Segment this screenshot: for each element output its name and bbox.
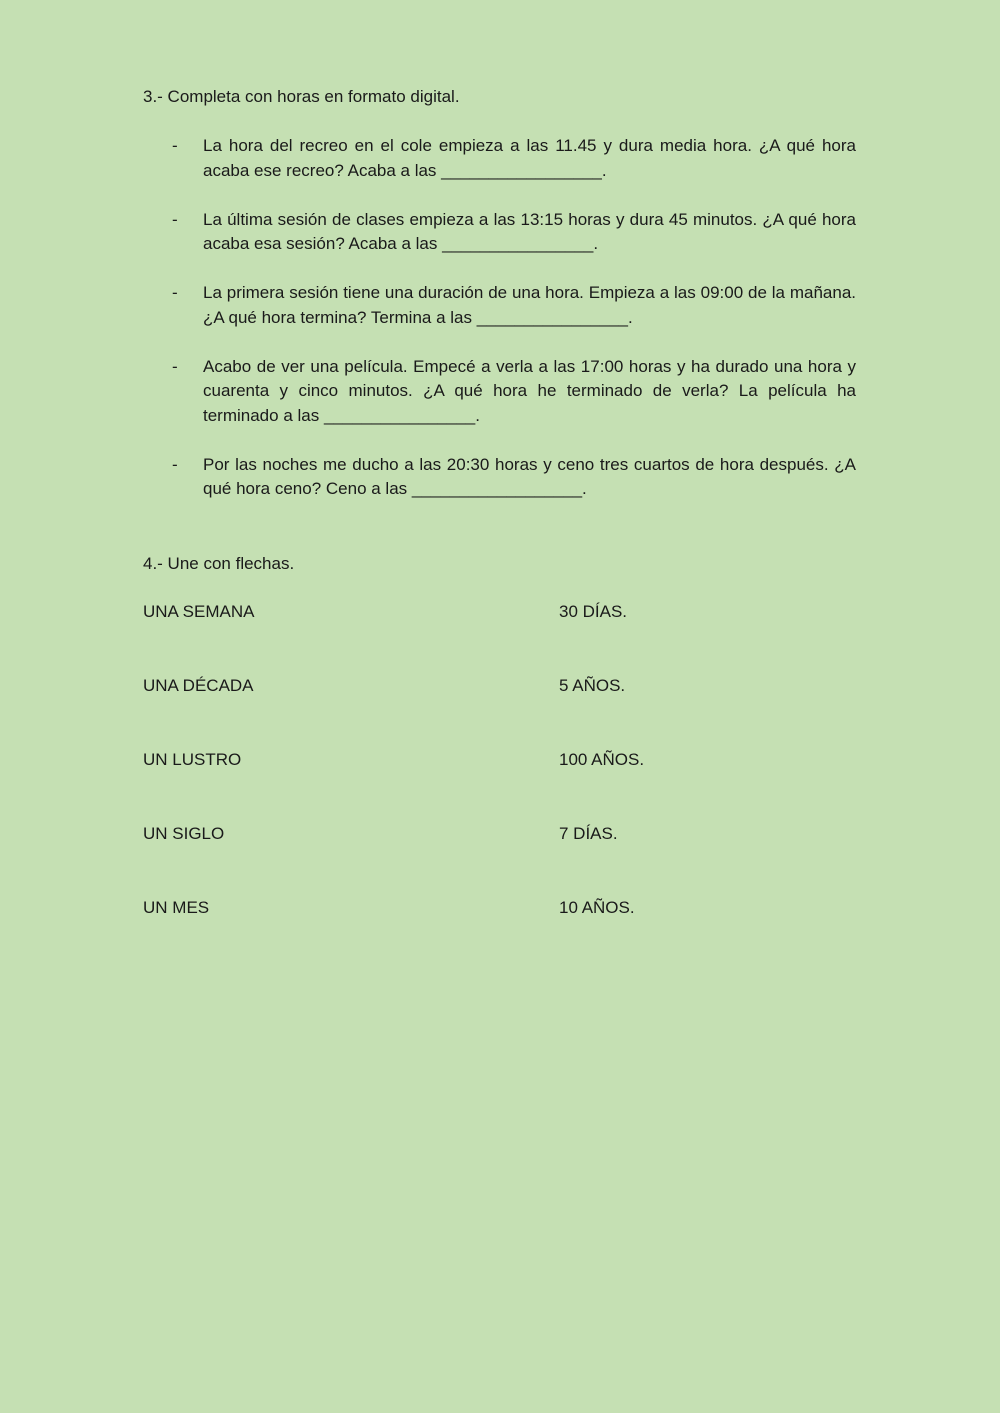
- question-bullet: -: [172, 209, 178, 229]
- question-bullet: -: [172, 283, 178, 302]
- question-text: Acabo de ver una película. Empecé a verla a las 17:00 horas y ha durado una hora y cuarenta y cinco minutos. ¿A qué hora he terminado de verla? La película ha terminado a las ________________.: [203, 356, 856, 425]
- question-text: La última sesión de clases empieza a las 13:15 horas y dura 45 minutos. ¿A qué hora acaba esa sesión? Acaba a las ________________.: [203, 209, 856, 253]
- match-right-item: 5 AÑOS.: [559, 676, 626, 695]
- match-right-item: 30 DÍAS.: [559, 602, 628, 621]
- match-left-item: UN LUSTRO: [143, 750, 242, 769]
- question-bullet: -: [172, 454, 178, 474]
- question-item-4: [172, 355, 856, 429]
- matching-grid: [143, 600, 843, 970]
- question-item-2: [172, 208, 856, 257]
- question-item-3: [172, 281, 856, 330]
- match-right-item: 100 AÑOS.: [559, 750, 645, 769]
- question-bullet: -: [172, 136, 178, 155]
- match-right-item: 10 AÑOS.: [559, 898, 635, 917]
- matching-row: [143, 822, 843, 896]
- match-right-item: 7 DÍAS.: [559, 824, 618, 843]
- question-text: Por las noches me ducho a las 20:30 horas y ceno tres cuartos de hora después. ¿A qué hora ceno? Ceno a las __________________.: [203, 454, 856, 498]
- match-left-item: UNA DÉCADA: [143, 676, 254, 695]
- matching-row: [143, 896, 843, 970]
- question-text: La primera sesión tiene una duración de una hora. Empieza a las 09:00 de la mañana. ¿A qué hora termina? Termina a las ________________.: [203, 283, 856, 327]
- matching-row: [143, 674, 843, 748]
- matching-row: [143, 748, 843, 822]
- match-left-item: UNA SEMANA: [143, 602, 255, 621]
- question-item-1: [172, 134, 856, 183]
- exercise-3-question-list: [172, 134, 856, 526]
- match-left-item: UN SIGLO: [143, 824, 225, 843]
- exercise-3-title: 3.- Completa con horas en formato digital.: [143, 87, 460, 106]
- question-item-5: [172, 453, 856, 502]
- question-bullet: -: [172, 356, 178, 376]
- question-text: La hora del recreo en el cole empieza a las 11.45 y dura media hora. ¿A qué hora acaba ese recreo? Acaba a las _________________.: [203, 136, 856, 180]
- exercise-4-title: 4.- Une con flechas.: [143, 554, 295, 573]
- matching-row: [143, 600, 843, 674]
- match-left-item: UN MES: [143, 898, 210, 917]
